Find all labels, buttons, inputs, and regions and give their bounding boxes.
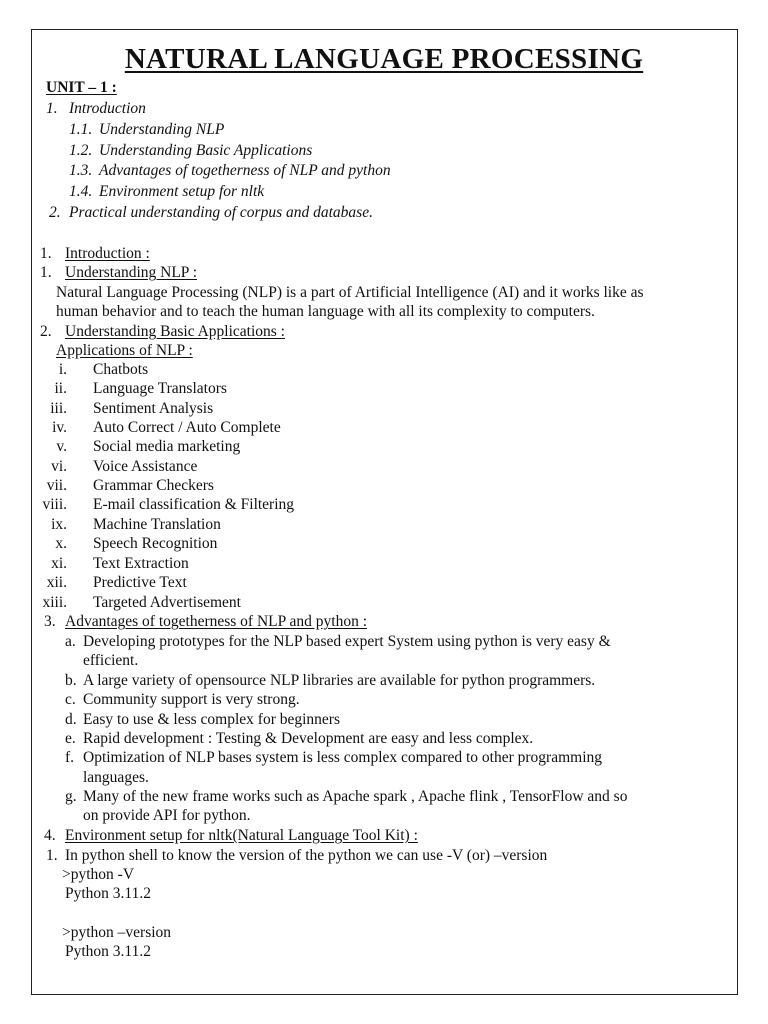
advantage-line: on provide API for python. — [83, 807, 251, 824]
app-item-num: vii. — [46, 477, 67, 494]
unit-label: UNIT – 1 : — [46, 79, 117, 96]
app-item: Machine Translation — [93, 516, 221, 533]
app-item: Social media marketing — [93, 438, 241, 455]
page-title: NATURAL LANGUAGE PROCESSING — [124, 43, 644, 75]
app-item-num: vi. — [51, 458, 67, 475]
toc-item-2-num: 2. — [49, 204, 61, 221]
setup-step-text: In python shell to know the version of the python we can use -V (or) –version — [65, 847, 548, 864]
app-item-num: x. — [55, 535, 67, 552]
section-3-heading: Advantages of togetherness of NLP and python : — [65, 613, 368, 630]
advantage-line: Rapid development : Testing & Development are easy and less complex. — [83, 730, 534, 747]
app-item-num: xii. — [46, 574, 67, 591]
applications-subheading: Applications of NLP : — [56, 342, 193, 359]
toc-subitem-label: Environment setup for nltk — [99, 183, 265, 200]
app-item: Sentiment Analysis — [93, 400, 214, 417]
app-item-num: xi. — [51, 555, 67, 572]
app-item-num: iii. — [50, 400, 67, 417]
toc-item-1-label: Introduction — [69, 100, 146, 117]
app-item: Language Translators — [93, 380, 227, 397]
command-output: Python 3.11.2 — [65, 885, 151, 902]
advantage-line: Easy to use & less complex for beginners — [83, 711, 340, 728]
advantage-num: b. — [65, 672, 77, 689]
advantage-line: A large variety of opensource NLP libraries are available for python programmers. — [83, 672, 596, 689]
advantage-num: a. — [65, 633, 76, 650]
section-4-num: 4. — [44, 827, 56, 844]
advantage-line: languages. — [83, 769, 149, 786]
advantage-line: Community support is very strong. — [83, 691, 300, 708]
advantage-num: g. — [65, 788, 77, 805]
intro-heading: Introduction : — [65, 245, 150, 262]
app-item: Auto Correct / Auto Complete — [93, 419, 281, 436]
command-line: >python –version — [62, 924, 172, 941]
app-item-num: ix. — [51, 516, 67, 533]
toc-item-2-label: Practical understanding of corpus and database. — [69, 204, 373, 221]
advantage-line: Many of the new frame works such as Apache spark , Apache flink , TensorFlow and so — [83, 788, 628, 805]
section-1-heading: Understanding NLP : — [65, 264, 198, 281]
app-item-num: i. — [58, 361, 67, 378]
setup-step-num: 1. — [46, 847, 58, 864]
app-item: Grammar Checkers — [93, 477, 214, 494]
intro-heading-num: 1. — [40, 245, 52, 262]
toc-subitem-num: 1.4. — [69, 183, 93, 200]
advantage-num: c. — [65, 691, 76, 708]
toc-item-1-num: 1. — [46, 100, 58, 117]
app-item: Speech Recognition — [93, 535, 218, 552]
advantage-line: Optimization of NLP bases system is less complex compared to other programming — [83, 749, 603, 766]
app-item: Voice Assistance — [93, 458, 198, 475]
section-3-num: 3. — [44, 613, 56, 630]
advantage-num: e. — [65, 730, 76, 747]
toc-subitem-num: 1.3. — [69, 162, 93, 179]
section-1-paragraph-line: human behavior and to teach the human language with all its complexity to computers. — [56, 303, 595, 320]
app-item-num: xiii. — [42, 594, 67, 611]
app-item: Predictive Text — [93, 574, 187, 591]
command-output: Python 3.11.2 — [65, 943, 151, 960]
app-item-num: iv. — [52, 419, 67, 436]
section-2-heading: Understanding Basic Applications : — [65, 323, 285, 340]
command-line: >python -V — [62, 866, 135, 883]
app-item: Text Extraction — [93, 555, 189, 572]
app-item-num: v. — [56, 438, 67, 455]
section-4-heading: Environment setup for nltk(Natural Language Tool Kit) : — [65, 827, 418, 844]
section-1-num: 1. — [40, 264, 52, 281]
advantage-num: f. — [65, 749, 75, 766]
app-item: Chatbots — [93, 361, 149, 378]
section-1-paragraph-line: Natural Language Processing (NLP) is a part of Artificial Intelligence (AI) and it works like as — [56, 284, 644, 301]
advantage-line: efficient. — [83, 652, 139, 669]
app-item: Targeted Advertisement — [93, 594, 241, 611]
advantage-line: Developing prototypes for the NLP based expert System using python is very easy & — [83, 633, 611, 650]
advantage-num: d. — [65, 711, 77, 728]
app-item: E-mail classification & Filtering — [93, 496, 295, 513]
toc-subitem-num: 1.2. — [69, 142, 93, 159]
app-item-num: viii. — [42, 496, 67, 513]
section-2-num: 2. — [40, 323, 52, 340]
toc-subitem-label: Understanding Basic Applications — [99, 142, 313, 159]
toc-subitem-label: Advantages of togetherness of NLP and python — [99, 162, 391, 179]
toc-subitem-num: 1.1. — [69, 121, 93, 138]
app-item-num: ii. — [54, 380, 67, 397]
toc-subitem-label: Understanding NLP — [99, 121, 225, 138]
